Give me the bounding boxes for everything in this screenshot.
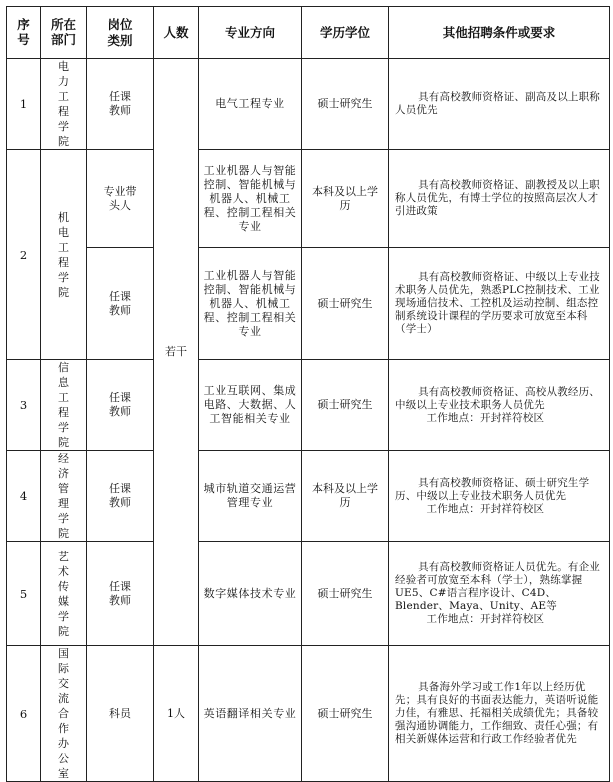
department: 机电工程学院 — [41, 150, 87, 360]
major: 工业机器人与智能控制、智能机械与机器人、机械工程、控制工程相关专业 — [199, 150, 302, 248]
department: 国际交流合作办公室 — [41, 646, 87, 782]
headcount: 若干 — [154, 59, 199, 646]
degree: 硕士研究生 — [302, 646, 389, 782]
table-row — [7, 646, 610, 782]
table-row — [7, 150, 610, 248]
recruitment-table — [6, 6, 610, 782]
degree: 硕士研究生 — [302, 248, 389, 360]
table-row — [7, 248, 610, 360]
post-type: 任课教师 — [87, 59, 154, 150]
post-type: 科员 — [87, 646, 154, 782]
requirements: 具备海外学习或工作1年以上经历优先；具有良好的书面表达能力，英语听说能力佳，有雅思、托福相关成绩优先；具备较强沟通协调能力，工作细致、责任心强；有相关新媒体运营和行政工作经验者优先 — [389, 646, 610, 782]
header-dept: 所在部门 — [41, 7, 87, 59]
department: 艺术传媒学院 — [41, 542, 87, 646]
post-type: 任课教师 — [87, 248, 154, 360]
post-type: 专业带头人 — [87, 150, 154, 248]
department: 电力工程学院 — [41, 59, 87, 150]
major: 城市轨道交通运营管理专业 — [199, 451, 302, 542]
work-location: 工作地点：开封祥符校区 — [426, 502, 545, 515]
header-major: 专业方向 — [199, 7, 302, 59]
degree: 本科及以上学历 — [302, 150, 389, 248]
requirements: 具有高校教师资格证人员优先。有企业经验者可放宽至本科（学士），熟练掌握UE5、C#语言程序设计、C4D、Blender、Maya、Unity、AE等 工作地点：开封祥符校区 — [389, 542, 610, 646]
requirements: 具有高校教师资格证、副高及以上职称人员优先 — [389, 59, 610, 150]
requirements: 具有高校教师资格证、高校从教经历、中级以上专业技术职务人员优先 工作地点：开封祥符校区 — [389, 360, 610, 451]
row-number: 2 — [7, 150, 41, 360]
table-row — [7, 360, 610, 451]
row-number: 1 — [7, 59, 41, 150]
post-type: 任课教师 — [87, 360, 154, 451]
degree: 本科及以上学历 — [302, 451, 389, 542]
table-row — [7, 542, 610, 646]
table-row — [7, 451, 610, 542]
post-type: 任课教师 — [87, 451, 154, 542]
header-no: 序号 — [7, 7, 41, 59]
header-requirements: 其他招聘条件或要求 — [389, 7, 610, 59]
work-location: 工作地点：开封祥符校区 — [426, 613, 545, 625]
row-number: 3 — [7, 360, 41, 451]
degree: 硕士研究生 — [302, 59, 389, 150]
table-row — [7, 59, 610, 150]
header-degree: 学历学位 — [302, 7, 389, 59]
row-number: 5 — [7, 542, 41, 646]
major: 电气工程专业 — [199, 59, 302, 150]
degree: 硕士研究生 — [302, 542, 389, 646]
row-number: 4 — [7, 451, 41, 542]
row-number: 6 — [7, 646, 41, 782]
department: 经济管理学院 — [41, 451, 87, 542]
department: 信息工程学院 — [41, 360, 87, 451]
header-row — [7, 7, 610, 59]
major: 工业互联网、集成电路、大数据、人工智能相关专业 — [199, 360, 302, 451]
requirements: 具有高校教师资格证、硕士研究生学历、中级以上专业技术职务人员优先 工作地点：开封祥符校区 — [389, 451, 610, 542]
major: 工业机器人与智能控制、智能机械与机器人、机械工程、控制工程相关专业 — [199, 248, 302, 360]
degree: 硕士研究生 — [302, 360, 389, 451]
work-location: 工作地点：开封祥符校区 — [426, 411, 545, 424]
major: 英语翻译相关专业 — [199, 646, 302, 782]
header-count: 人数 — [154, 7, 199, 59]
headcount: 1人 — [154, 646, 199, 782]
header-post: 岗位类别 — [87, 7, 154, 59]
requirements: 具有高校教师资格证、副教授及以上职称人员优先，有博士学位的按照高层次人才引进政策 — [389, 150, 610, 248]
requirements: 具有高校教师资格证、中级以上专业技术职务人员优先，熟悉PLC控制技术、工业现场通信技术、工控机及运动控制、组态控制系统设计课程的学历要求可放宽至本科（学士） — [389, 248, 610, 360]
post-type: 任课教师 — [87, 542, 154, 646]
major: 数字媒体技术专业 — [199, 542, 302, 646]
